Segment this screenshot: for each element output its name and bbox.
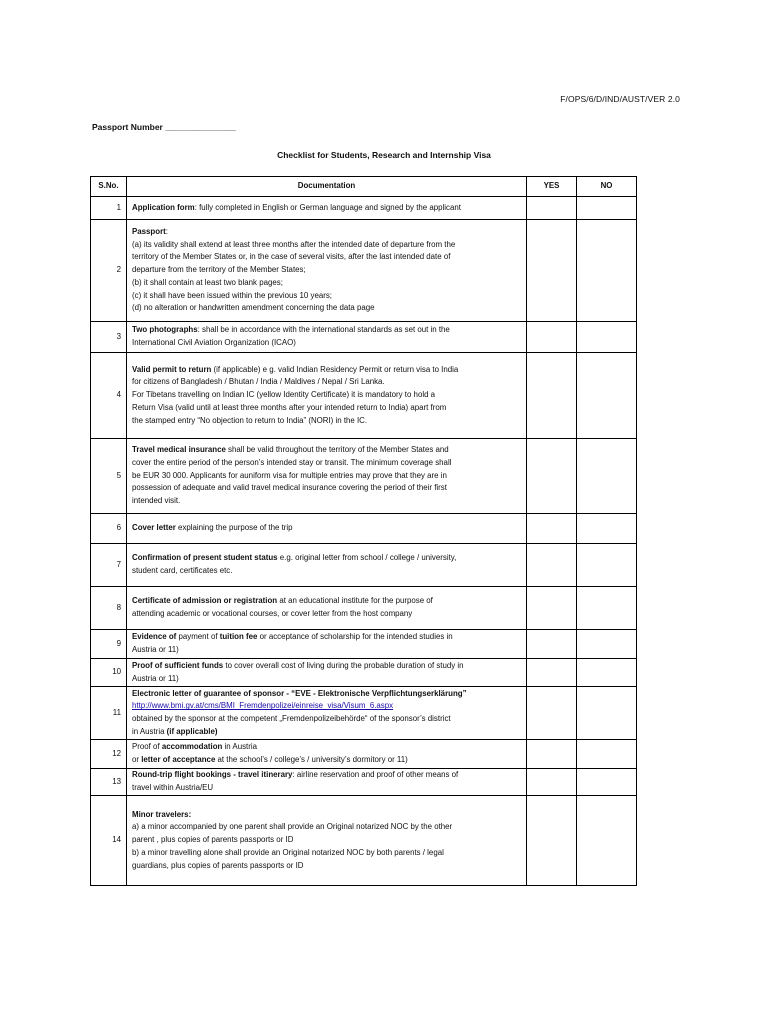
documentation-line [132,754,521,767]
body-text: (b) it shall contain at least two blank pages; [132,277,283,287]
emphasis-text: Round-trip flight bookings - travel itinerary [132,770,293,780]
documentation-cell [127,439,527,514]
documentation-line [132,821,521,834]
emphasis-text: Valid permit to return [132,364,212,374]
table-row [91,769,637,796]
documentation-line [132,713,521,726]
emphasis-text: Minor travelers: [132,809,192,819]
header-documentation: Documentation [127,177,527,197]
documentation-line [132,595,521,608]
emphasis-text: Certificate of admission or registration [132,596,278,606]
documentation-cell [127,769,527,796]
documentation-line [132,608,521,621]
body-text: : [165,227,168,237]
documentation-line [132,226,521,239]
row-number: 2 [91,220,127,322]
body-text: for citizens of Bangladesh / Bhutan / India / Maldives / Nepal / Sri Lanka. [132,377,385,387]
page-title: Checklist for Students, Research and Internship Visa [277,150,491,160]
body-text: Austria or 11) [132,673,179,683]
body-text: travel within Austria/EU [132,783,214,792]
body-text: a) a minor accompanied by one parent shall provide an Original notarized NOC by the other [132,822,453,832]
documentation-line [132,389,521,402]
documentation-cell [127,197,527,220]
documentation-line [132,324,521,337]
table-row [91,353,637,439]
body-text: intended visit. [132,496,181,506]
emphasis-text: Confirmation of present student status [132,553,278,563]
body-text: territory of the Member States or, in the case of several visits, after the last intended date of [132,252,451,262]
row-number: 10 [91,659,127,687]
table-row [91,630,637,659]
documentation-line [132,364,521,377]
documentation-cell [127,630,527,659]
body-text: parent , plus copies of parents passports or ID [132,835,294,845]
body-text: at the school’s / college’s / university’s dormitory or 11) [215,755,408,764]
yes-checkbox-cell[interactable] [527,769,577,796]
checklist-body [91,197,637,886]
table-row [91,740,637,769]
yes-checkbox-cell[interactable] [527,687,577,740]
body-text: or [132,755,142,764]
documentation-line [132,700,521,713]
documentation-cell [127,796,527,886]
body-text: payment of [176,632,220,642]
documentation-line [132,769,521,782]
body-text: attending academic or vocational courses, or cover letter from the host company [132,609,413,618]
documentation-cell [127,740,527,769]
row-number: 8 [91,587,127,630]
row-number: 1 [91,197,127,220]
body-text: (c) it shall have been issued within the previous 10 years; [132,290,333,300]
documentation-line [132,552,521,565]
emphasis-text: Travel medical insurance [132,445,226,455]
documentation-line [132,264,521,277]
row-number: 6 [91,514,127,544]
body-text: Austria or 11) [132,645,179,654]
no-checkbox-cell[interactable] [577,514,637,544]
table-row [91,197,637,220]
document-reference-code: F/OPS/6/D/IND/AUST/VER 2.0 [560,94,680,104]
documentation-line [132,782,521,795]
body-text: For Tibetans travelling on Indian IC (yellow Identity Certificate) it is mandatory to hold a [132,390,436,400]
yes-checkbox-cell[interactable] [527,439,577,514]
documentation-cell [127,587,527,630]
yes-checkbox-cell[interactable] [527,630,577,659]
documentation-line [132,444,521,457]
body-text: explaining the purpose of the trip [175,523,293,533]
documentation-line [132,457,521,470]
body-text: Proof of [132,742,162,752]
table-row [91,514,637,544]
documentation-line [132,522,521,535]
documentation-line [132,376,521,389]
no-checkbox-cell[interactable] [577,587,637,630]
body-text: in Austria [132,726,167,736]
emphasis-text: accommodation [161,742,223,752]
no-checkbox-cell[interactable] [577,544,637,587]
table-header-row [91,177,637,197]
body-text: obtained by the sponsor at the competent „Fremdenpolizeibehörde“ of the sponsor’s district [132,714,451,723]
emphasis-text: Cover letter [132,523,176,533]
emphasis-text: Evidence of [132,632,177,642]
sponsor-guarantee-link[interactable]: http://www.bmi.gv.at/cms/BMI_Fremdenpolizei/einreise_visa/Visum_6.aspx [132,701,394,711]
table-row [91,687,637,740]
documentation-line [132,834,521,847]
row-number: 13 [91,769,127,796]
documentation-cell [127,659,527,687]
no-checkbox-cell[interactable] [577,769,637,796]
body-text: guardians, plus copies of parents passports or ID [132,860,304,870]
row-number: 12 [91,740,127,769]
row-number: 5 [91,439,127,514]
body-text: to cover overall cost of living during the probable duration of study in [223,660,464,670]
emphasis-text: (if applicable) [166,726,218,736]
table-row [91,322,637,353]
emphasis-text: tuition fee [219,632,258,642]
documentation-line [132,302,521,315]
yes-checkbox-cell[interactable] [527,587,577,630]
passport-number-field: Passport Number _______________ [92,122,237,132]
yes-checkbox-cell[interactable] [527,740,577,769]
documentation-line [132,644,521,657]
documentation-cell [127,687,527,740]
no-checkbox-cell[interactable] [577,197,637,220]
body-text: at an educational institute for the purpose of [277,596,433,606]
documentation-line [132,660,521,673]
emphasis-text: letter of acceptance [141,755,216,764]
yes-checkbox-cell[interactable] [527,659,577,687]
emphasis-text: Electronic letter of guarantee of sponsor - “EVE - Elektronische Verpflichtungserklärung” [132,688,467,698]
no-checkbox-cell[interactable] [577,220,637,322]
documentation-line [132,290,521,303]
emphasis-text: Application form [132,202,195,212]
documentation-line [132,402,521,415]
body-text: possession of adequate and valid travel medical insurance covering the period of their first [132,483,447,493]
header-no: NO [577,177,637,197]
emphasis-text: Two photographs [132,325,198,335]
table-row [91,587,637,630]
body-text: b) a minor travelling alone shall provide an Original notarized NOC by both parents / legal [132,847,444,857]
documentation-cell [127,514,527,544]
body-text: International Civil Aviation Organization (ICAO) [132,338,296,347]
table-row [91,544,637,587]
yes-checkbox-cell[interactable] [527,353,577,439]
body-text: : airline reservation and proof of other means of [292,770,459,780]
documentation-line [132,337,521,350]
documentation-line [132,847,521,860]
body-text: cover the entire period of the person’s intended stay or transit. The minimum coverage shall [132,457,452,467]
no-checkbox-cell[interactable] [577,439,637,514]
no-checkbox-cell[interactable] [577,322,637,353]
row-number: 3 [91,322,127,353]
yes-checkbox-cell[interactable] [527,220,577,322]
documentation-line [132,565,521,578]
documentation-line [132,239,521,252]
header-yes: YES [527,177,577,197]
body-text: (d) no alteration or handwritten amendment concerning the data page [132,303,375,313]
body-text: student card, certificates etc. [132,566,233,575]
documentation-line [132,809,521,822]
checklist-table [90,176,637,886]
yes-checkbox-cell[interactable] [527,514,577,544]
documentation-line [132,673,521,686]
documentation-line [132,482,521,495]
body-text: or acceptance of scholarship for the intended studies in [257,632,453,642]
row-number: 11 [91,687,127,740]
body-text: shall be valid throughout the territory of the Member States and [225,445,449,455]
body-text: : shall be in accordance with the international standards as set out in the [197,325,450,335]
documentation-line [132,741,521,754]
documentation-cell [127,220,527,322]
documentation-line [132,415,521,428]
no-checkbox-cell[interactable] [577,353,637,439]
body-text: be EUR 30 000. Applicants for auniform visa for multiple entries may prove that they are in [132,470,447,480]
no-checkbox-cell[interactable] [577,796,637,886]
yes-checkbox-cell[interactable] [527,322,577,353]
no-checkbox-cell[interactable] [577,630,637,659]
documentation-line [132,470,521,483]
yes-checkbox-cell[interactable] [527,197,577,220]
body-text: Return Visa (valid until at least three months after your intended return to India) apart from [132,402,447,412]
yes-checkbox-cell[interactable] [527,544,577,587]
documentation-cell [127,322,527,353]
documentation-line [132,251,521,264]
no-checkbox-cell[interactable] [577,687,637,740]
row-number: 9 [91,630,127,659]
body-text: departure from the territory of the Member States; [132,265,306,275]
body-text: (if applicable) e g. valid Indian Residency Permit or return visa to India [211,364,459,374]
row-number: 14 [91,796,127,886]
documentation-line [132,726,521,739]
documentation-cell [127,544,527,587]
documentation-line [132,631,521,644]
documentation-cell [127,353,527,439]
emphasis-text: Proof of sufficient funds [132,660,224,670]
documentation-line [132,495,521,508]
row-number: 4 [91,353,127,439]
body-text: : fully completed in English or German language and signed by the applicant [194,202,461,212]
table-row [91,796,637,886]
table-row [91,220,637,322]
body-text: the stamped entry “No objection to return to India” (NORI) in the IC. [132,415,368,425]
body-text: (a) its validity shall extend at least three months after the intended date of departure from the [132,239,456,249]
no-checkbox-cell[interactable] [577,659,637,687]
no-checkbox-cell[interactable] [577,740,637,769]
emphasis-text: Passport [132,227,166,237]
documentation-line [132,860,521,873]
body-text: in Austria [222,742,257,752]
table-row [91,439,637,514]
documentation-line [132,277,521,290]
documentation-line [132,688,521,701]
table-row [91,659,637,687]
body-text: e.g. original letter from school / college / university, [277,553,457,563]
documentation-line [132,202,521,215]
row-number: 7 [91,544,127,587]
header-sno: S.No. [91,177,127,197]
yes-checkbox-cell[interactable] [527,796,577,886]
